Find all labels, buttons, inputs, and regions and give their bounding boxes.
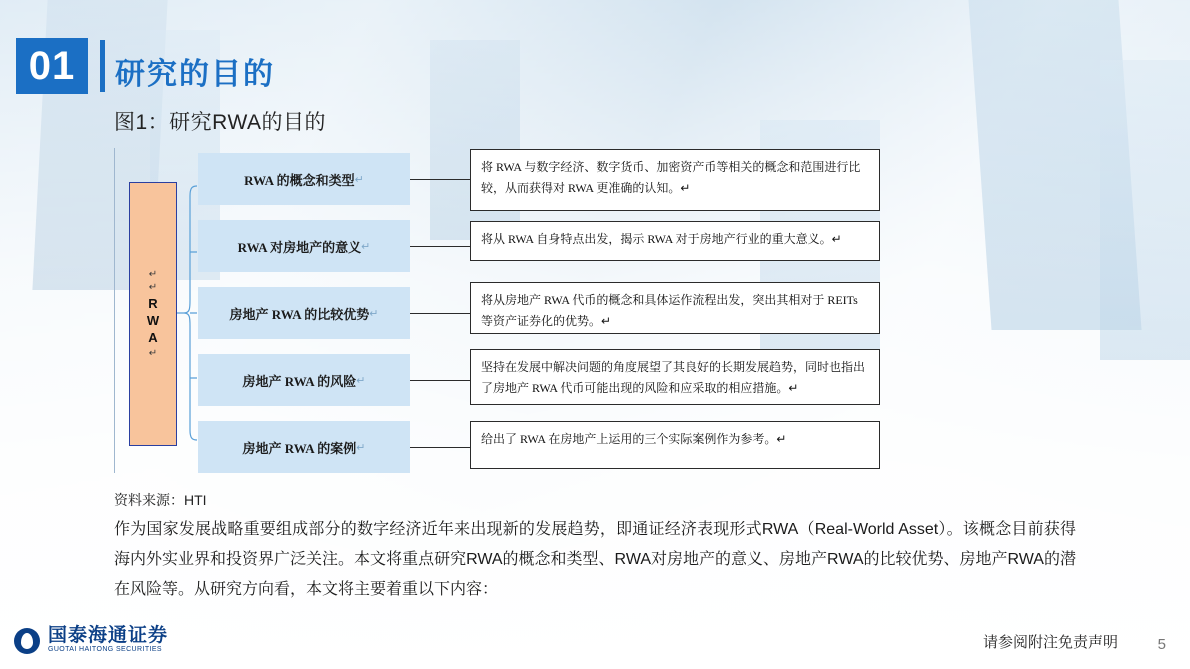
- logo-text-cn: 国泰海通证券: [48, 625, 169, 646]
- node-connector-line: [410, 246, 470, 247]
- logo-icon: [14, 628, 40, 654]
- node-mark: ↵: [356, 374, 366, 387]
- diagram-node: [198, 421, 410, 473]
- root-mark: ↵: [148, 348, 158, 359]
- node-connector-line: [410, 179, 470, 180]
- page-number: 5: [1157, 636, 1166, 653]
- node-label: RWA 对房地产的意义: [237, 239, 362, 255]
- node-connector-line: [410, 447, 470, 448]
- body-paragraph: 作为国家发展战略重要组成部分的数字经济近年来出现新的发展趋势，即通证经济表现形式RWA（Real-World Asset）。该概念目前获得海内外实业界和投资界广泛关注。本文将重点研究RWA的概念和类型、RWA对房地产的意义、房地产RWA的比较优势、房地产RWA的潜在风险等。从研究方向看，本文将主要着重以下内容：: [114, 521, 1076, 598]
- node-label: RWA 的概念和类型: [244, 172, 355, 188]
- title-accent-bar: [100, 40, 105, 92]
- node-label: 房地产 RWA 的风险: [242, 373, 357, 389]
- diagram-description: 将从 RWA 自身特点出发，揭示 RWA 对于房地产行业的重大意义。↵: [470, 221, 880, 261]
- diagram-node: [198, 287, 410, 339]
- diagram-description: 给出了 RWA 在房地产上运用的三个实际案例作为参考。↵: [470, 421, 880, 469]
- figure-diagram: [114, 148, 889, 483]
- root-mark: ↵: [148, 269, 158, 280]
- background-building: [1100, 60, 1190, 360]
- root-label-line: W: [146, 313, 160, 328]
- diagram-root-node: [129, 182, 177, 446]
- root-mark: ↵: [148, 282, 158, 293]
- figure-source: 资料来源：HTI: [114, 492, 207, 508]
- node-label: 房地产 RWA 的案例: [242, 440, 357, 456]
- company-logo: [14, 626, 168, 655]
- disclaimer-note: 请参阅附注免责声明: [982, 634, 1118, 651]
- figure-title: 图1：研究RWA的目的: [114, 111, 327, 134]
- root-label-line: A: [148, 330, 158, 345]
- page-title: 研究的目的: [115, 58, 275, 91]
- node-mark: ↵: [356, 441, 366, 454]
- diagram-description: 将 RWA 与数字经济、数字货币、加密资产币等相关的概念和范围进行比较，从而获得对 RWA 更准确的认知。↵: [470, 149, 880, 211]
- root-label-line: R: [148, 296, 158, 311]
- node-mark: ↵: [361, 240, 371, 253]
- node-label: 房地产 RWA 的比较优势: [229, 306, 370, 322]
- logo-text-en: GUOTAI HAITONG SECURITIES: [48, 646, 162, 653]
- diagram-description: 将从房地产 RWA 代币的概念和具体运作流程出发，突出其相对于 REITs 等资产证券化的优势。↵: [470, 282, 880, 334]
- diagram-description: 坚持在发展中解决问题的角度展望了其良好的长期发展趋势，同时也指出了房地产 RWA 代币可能出现的风险和应采取的相应措施。↵: [470, 349, 880, 405]
- node-connector-line: [410, 313, 470, 314]
- diagram-node: [198, 220, 410, 272]
- figure-left-rule: [114, 148, 115, 473]
- node-mark: ↵: [369, 307, 379, 320]
- diagram-node: [198, 153, 410, 205]
- section-number: 01: [16, 38, 88, 94]
- node-mark: ↵: [354, 173, 364, 186]
- node-connector-line: [410, 380, 470, 381]
- brace-connector: [176, 182, 198, 444]
- diagram-node: [198, 354, 410, 406]
